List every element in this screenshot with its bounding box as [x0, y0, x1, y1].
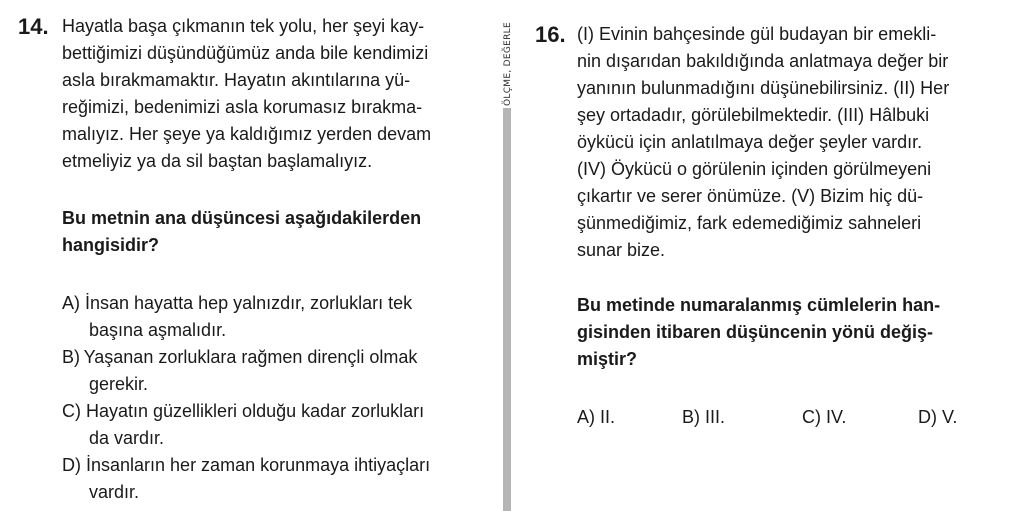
answer-options	[62, 290, 430, 506]
option-c[interactable]: C) IV.	[802, 407, 847, 427]
side-label	[498, 0, 518, 106]
question-prompt: Bu metnin ana düşüncesi aşağıdakilerden hangisidir?	[62, 208, 422, 255]
option-text: A) İnsan hayatta hep yalnızdır, zorlukları tek	[62, 293, 413, 313]
option-text: D) İnsanların her zaman korunmaya ihtiyaçları	[62, 455, 431, 475]
column-divider	[503, 108, 511, 511]
option-text-continued: başına aşmalıdır.	[89, 320, 227, 340]
question-prompt: Bu metinde numaralanmış cümlelerin han- gisinden itibaren düşüncenin yönü değiş- miştir?	[577, 295, 941, 369]
option-b[interactable]	[62, 344, 430, 398]
question-stem: (I) Evinin bahçesinde gül budayan bir emekli- nin dışarıdan bakıldığında anlatmaya değer bir yanının bulunmadığını düşünebilirsiniz. (II) Her şey ortadadır, görülebilmektedir. (III) Hâlbuki öykücü için anlatılmaya değer şeyler vardır. (IV) Öykücü o görülenin içinden görülmeyeni çıkartır ve serer önümüze. (V) Bizim hiç dü- şünmediğimiz, fark edemediğimiz sahneleri sunar bize.	[577, 24, 950, 260]
question-number: 16.	[535, 22, 566, 47]
option-text: C) Hayatın güzellikleri olduğu kadar zorlukları	[62, 401, 425, 421]
question-stem: Hayatla başa çıkmanın tek yolu, her şeyi kay- bettiğimizi düşündüğümüz anda bile kendimizi asla bırakmamaktır. Hayatın akıntılarına yü- reğimizi, bedenimizi asla korumasız bırakma- malıyız. Her şeye ya kaldığımız yerden devam etmeliyiz ya da sil baştan başlamalıyız.	[62, 16, 432, 171]
option-text: B) Yaşanan zorluklara rağmen dirençli olmak	[62, 347, 418, 367]
option-a[interactable]: A) II.	[577, 407, 616, 427]
question-number: 14.	[18, 14, 49, 39]
side-label-text: ÖLÇME, DEĞERLE	[503, 22, 513, 106]
option-a[interactable]	[62, 290, 430, 344]
option-text-continued: vardır.	[89, 482, 140, 502]
option-c[interactable]	[62, 398, 430, 452]
option-text-continued: gerekir.	[89, 374, 149, 394]
option-d[interactable]	[62, 452, 430, 506]
option-d[interactable]: D) V.	[918, 407, 958, 427]
option-b[interactable]: B) III.	[682, 407, 726, 427]
option-text-continued: da vardır.	[89, 428, 165, 448]
